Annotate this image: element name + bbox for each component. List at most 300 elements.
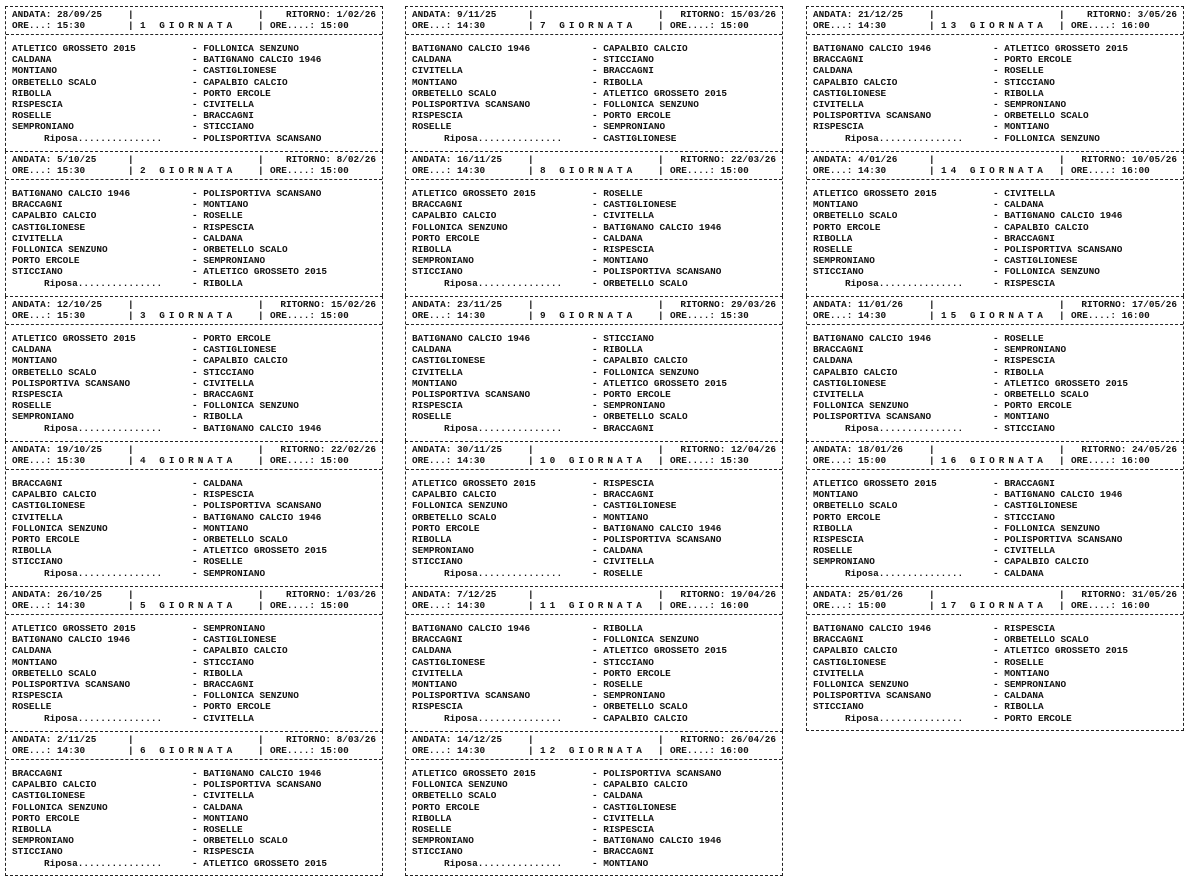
riposa-label: Riposa...............: [845, 422, 964, 434]
match-row: [813, 411, 1177, 422]
ore-andata-value: 14:30: [457, 20, 486, 31]
ore-andata: ORE...: 15:00: [813, 600, 887, 611]
match-list: [12, 43, 376, 144]
match-row: [12, 668, 376, 679]
giornata-title: 6 GIORNATA: [140, 745, 237, 756]
away-team: - CAPALBIO CALCIO: [592, 355, 688, 366]
riposa-label: Riposa...............: [845, 712, 964, 724]
ore-ritorno: ORE....: 15:00: [670, 20, 749, 31]
away-team: - RISPESCIA: [192, 222, 254, 233]
away-team: - BATIGNANO CALCIO 1946: [192, 54, 321, 65]
home-team: BATIGNANO CALCIO 1946: [412, 623, 531, 634]
away-team: - CIVITELLA: [192, 99, 254, 110]
home-team: CAPALBIO CALCIO: [813, 366, 898, 378]
giornata-number: 15: [941, 310, 961, 321]
header-line-times: ORE...: 15:30 | 2 GIORNATA | ORE....: 15:00: [12, 165, 349, 176]
ore-andata-value: 14:30: [457, 745, 486, 756]
home-team: STICCIANO: [813, 701, 864, 713]
header-line-times: ORE...: 14:30 | 7 GIORNATA | ORE....: 15:00: [412, 20, 749, 31]
home-team: CIVITELLA: [412, 65, 463, 77]
giornata-number: 16: [941, 455, 961, 466]
riposa-label: Riposa...............: [44, 132, 163, 144]
ritorno-value: 1/03/26: [336, 589, 376, 600]
ore-andata: ORE...: 14:30: [412, 20, 486, 31]
ritorno-value: 17/05/26: [1131, 299, 1177, 310]
riposa-team: - RISPESCIA: [993, 278, 1055, 289]
away-team: - FOLLONICA SENZUNO: [192, 43, 299, 54]
away-team: - BATIGNANO CALCIO 1946: [192, 768, 321, 779]
away-team: - ROSELLE: [192, 210, 243, 221]
ore-ritorno-value: 16:00: [1121, 20, 1150, 31]
match-row: [12, 255, 376, 266]
match-list: [412, 333, 776, 434]
away-team: - POLISPORTIVA SCANSANO: [192, 779, 321, 790]
home-team: PORTO ERCOLE: [412, 232, 480, 244]
away-team: - POLISPORTIVA SCANSANO: [592, 266, 721, 277]
home-team: ROSELLE: [813, 243, 853, 255]
home-team: STICCIANO: [12, 266, 63, 278]
away-team: - CALDANA: [993, 690, 1044, 701]
away-team: - PORTO ERCOLE: [592, 389, 671, 400]
match-row: [12, 500, 376, 511]
away-team: - ROSELLE: [993, 333, 1044, 344]
ore-andata: ORE...: 14:30: [412, 745, 486, 756]
home-team: ORBETELLO SCALO: [412, 511, 497, 523]
giornata-number: 14: [941, 165, 961, 176]
match-row: [12, 556, 376, 567]
away-team: - CALDANA: [993, 199, 1044, 210]
home-team: ROSELLE: [12, 400, 52, 412]
home-team: RISPESCIA: [813, 533, 864, 545]
away-team: - BRACCAGNI: [592, 846, 654, 857]
ore-andata-value: 15:30: [57, 20, 86, 31]
home-team: FOLLONICA SENZUNO: [412, 779, 508, 791]
round-header: [807, 7, 1183, 35]
home-team: ATLETICO GROSSETO 2015: [412, 478, 536, 489]
ore-ritorno: ORE....: 16:00: [1071, 165, 1150, 176]
andata-value: 4/01/26: [858, 154, 898, 165]
riposa-label: Riposa...............: [444, 712, 563, 724]
round-14: [806, 151, 1184, 296]
header-line-dates: ANDATA: 26/10/25 | | RITORNO: 1/03/26: [12, 589, 376, 600]
riposa-row: [12, 278, 376, 289]
match-row: [12, 846, 376, 857]
ore-andata: ORE...: 14:30: [813, 165, 887, 176]
away-team: - CIVITELLA: [192, 378, 254, 389]
giornata-number: 1: [140, 20, 150, 31]
away-team: - CAPALBIO CALCIO: [592, 779, 688, 790]
away-team: - RIBOLLA: [592, 344, 643, 355]
home-team: RIBOLLA: [412, 812, 452, 824]
riposa-row: [412, 278, 776, 289]
ore-ritorno-value: 15:00: [720, 165, 749, 176]
ritorno-value: 10/05/26: [1131, 154, 1177, 165]
away-team: - RISPESCIA: [192, 846, 254, 857]
away-team: - BRACCAGNI: [993, 233, 1055, 244]
header-line-times: ORE...: 15:30 | 3 GIORNATA | ORE....: 15:00: [12, 310, 349, 321]
giornata-number: 13: [941, 20, 961, 31]
away-team: - SEMPRONIANO: [592, 690, 665, 701]
match-row: [12, 378, 376, 389]
match-row: [12, 411, 376, 422]
ore-andata-value: 15:30: [57, 455, 86, 466]
away-team: - BATIGNANO CALCIO 1946: [993, 489, 1122, 500]
home-team: BATIGNANO CALCIO 1946: [12, 188, 131, 199]
round-header: [406, 297, 782, 325]
match-row: [12, 701, 376, 712]
giornata-title: 9 GIORNATA: [540, 310, 637, 321]
home-team: FOLLONICA SENZUNO: [12, 801, 108, 813]
match-row: [813, 534, 1177, 545]
home-team: CALDANA: [412, 645, 452, 657]
home-team: CASTIGLIONESE: [813, 87, 887, 99]
away-team: - RIBOLLA: [993, 701, 1044, 712]
match-row: [813, 233, 1177, 244]
match-row: [813, 701, 1177, 712]
match-row: [412, 188, 776, 199]
match-row: [12, 210, 376, 221]
match-row: [12, 367, 376, 378]
match-row: [12, 489, 376, 500]
away-team: - SEMPRONIANO: [993, 344, 1066, 355]
home-team: RIBOLLA: [813, 232, 853, 244]
match-list: [412, 478, 776, 579]
home-team: RISPESCIA: [813, 121, 864, 133]
riposa-row: [412, 568, 776, 579]
match-row: [12, 266, 376, 277]
match-row: [12, 690, 376, 701]
match-row: [813, 210, 1177, 221]
ore-ritorno: ORE....: 15:00: [270, 20, 349, 31]
ritorno-date: RITORNO: 1/03/26: [285, 589, 376, 600]
header-line-dates: ANDATA: 4/01/26 | | RITORNO: 10/05/26: [813, 154, 1177, 165]
match-row: [412, 54, 776, 65]
header-line-times: ORE...: 14:30 | 6 GIORNATA | ORE....: 15:00: [12, 745, 349, 756]
home-team: CIVITELLA: [412, 366, 463, 378]
match-row: [412, 233, 776, 244]
ore-ritorno-value: 15:00: [320, 165, 349, 176]
match-row: [12, 802, 376, 813]
match-row: [412, 701, 776, 712]
riposa-row: [12, 568, 376, 579]
home-team: POLISPORTIVA SCANSANO: [412, 388, 531, 400]
match-row: [813, 255, 1177, 266]
ore-andata: ORE...: 15:30: [12, 310, 86, 321]
home-team: ROSELLE: [813, 545, 853, 557]
match-row: [412, 779, 776, 790]
match-row: [12, 344, 376, 355]
ritorno-value: 15/02/26: [330, 299, 376, 310]
home-team: CIVITELLA: [813, 98, 864, 110]
match-row: [813, 634, 1177, 645]
away-team: - CAPALBIO CALCIO: [993, 222, 1089, 233]
round-header: [6, 297, 382, 325]
ore-andata-value: 14:30: [457, 600, 486, 611]
andata-value: 26/10/25: [57, 589, 103, 600]
header-line-dates: ANDATA: 23/11/25 | | RITORNO: 29/03/26: [412, 299, 776, 310]
away-team: - CAPALBIO CALCIO: [592, 43, 688, 54]
round-2: [5, 151, 383, 296]
home-team: BRACCAGNI: [813, 54, 864, 66]
match-row: [12, 813, 376, 824]
home-team: CALDANA: [813, 355, 853, 367]
match-row: [12, 389, 376, 400]
match-row: [412, 768, 776, 779]
riposa-row: [813, 568, 1177, 579]
home-team: CALDANA: [12, 54, 52, 66]
match-row: [412, 512, 776, 523]
match-row: [813, 222, 1177, 233]
match-row: [12, 545, 376, 556]
away-team: - ROSELLE: [192, 824, 243, 835]
round-4: [5, 441, 383, 586]
home-team: BATIGNANO CALCIO 1946: [12, 634, 131, 646]
riposa-team: - BATIGNANO CALCIO 1946: [192, 423, 321, 434]
match-row: [813, 623, 1177, 634]
ore-andata: ORE...: 15:30: [12, 455, 86, 466]
andata-date: ANDATA: 26/10/25: [12, 589, 103, 600]
round-header: [6, 732, 382, 760]
giornata-title: 5 GIORNATA: [140, 600, 237, 611]
away-team: - CAPALBIO CALCIO: [192, 355, 288, 366]
header-line-dates: ANDATA: 12/10/25 | | RITORNO: 15/02/26: [12, 299, 376, 310]
home-team: CIVITELLA: [12, 232, 63, 244]
match-list: [813, 333, 1177, 434]
riposa-label: Riposa...............: [44, 422, 163, 434]
home-team: CAPALBIO CALCIO: [813, 645, 898, 657]
ore-ritorno: ORE....: 16:00: [670, 600, 749, 611]
home-team: CALDANA: [12, 344, 52, 356]
match-row: [412, 210, 776, 221]
home-team: CAPALBIO CALCIO: [813, 76, 898, 88]
match-row: [412, 400, 776, 411]
match-row: [12, 121, 376, 132]
match-row: [12, 233, 376, 244]
match-row: [12, 99, 376, 110]
away-team: - PORTO ERCOLE: [192, 701, 271, 712]
home-team: MONTIANO: [12, 656, 58, 668]
riposa-label: Riposa...............: [845, 277, 964, 289]
andata-date: ANDATA: 2/11/25: [12, 734, 97, 745]
match-row: [12, 835, 376, 846]
away-team: - RIBOLLA: [993, 367, 1044, 378]
home-team: CALDANA: [813, 65, 853, 77]
header-line-dates: ANDATA: 30/11/25 | | RITORNO: 12/04/26: [412, 444, 776, 455]
ritorno-date: RITORNO: 19/04/26: [680, 589, 776, 600]
away-team: - STICCIANO: [192, 121, 254, 132]
match-list: [813, 623, 1177, 724]
ore-andata: ORE...: 14:30: [813, 310, 887, 321]
ore-ritorno-value: 15:00: [720, 20, 749, 31]
riposa-team: - ROSELLE: [592, 568, 643, 579]
home-team: STICCIANO: [12, 846, 63, 858]
away-team: - STICCIANO: [192, 657, 254, 668]
home-team: CASTIGLIONESE: [412, 355, 486, 367]
home-team: ROSELLE: [412, 121, 452, 133]
away-team: - CASTIGLIONESE: [192, 344, 276, 355]
away-team: - ATLETICO GROSSETO 2015: [192, 545, 327, 556]
home-team: BATIGNANO CALCIO 1946: [813, 43, 932, 54]
giornata-title: 11 GIORNATA: [540, 600, 646, 611]
andata-value: 23/11/25: [457, 299, 503, 310]
away-team: - CAPALBIO CALCIO: [192, 645, 288, 656]
away-team: - FOLLONICA SENZUNO: [592, 367, 699, 378]
header-line-times: ORE...: 15:00 | 16 GIORNATA | ORE....: 16:00: [813, 455, 1150, 466]
match-row: [12, 355, 376, 366]
header-line-times: ORE...: 14:30 | 11 GIORNATA | ORE....: 16:00: [412, 600, 749, 611]
home-team: MONTIANO: [412, 678, 458, 690]
ritorno-value: 1/02/26: [336, 9, 376, 20]
match-row: [813, 188, 1177, 199]
away-team: - ROSELLE: [993, 65, 1044, 76]
home-team: STICCIANO: [412, 846, 463, 858]
match-row: [412, 790, 776, 801]
match-row: [412, 523, 776, 534]
away-team: - CIVITELLA: [993, 188, 1055, 199]
home-team: ATLETICO GROSSETO 2015: [12, 623, 136, 634]
away-team: - STICCIANO: [993, 512, 1055, 523]
away-team: - BATIGNANO CALCIO 1946: [592, 222, 721, 233]
match-row: [813, 478, 1177, 489]
home-team: BATIGNANO CALCIO 1946: [412, 43, 531, 54]
andata-value: 12/10/25: [57, 299, 103, 310]
match-row: [813, 378, 1177, 389]
round-header: [406, 152, 782, 180]
away-team: - ATLETICO GROSSETO 2015: [592, 88, 727, 99]
match-row: [813, 244, 1177, 255]
away-team: - MONTIANO: [993, 121, 1049, 132]
riposa-label: Riposa...............: [44, 567, 163, 579]
match-row: [412, 255, 776, 266]
andata-date: ANDATA: 9/11/25: [412, 9, 497, 20]
round-7: [405, 6, 783, 151]
home-team: FOLLONICA SENZUNO: [12, 243, 108, 255]
away-team: - PORTO ERCOLE: [192, 88, 271, 99]
ritorno-value: 19/04/26: [730, 589, 776, 600]
ore-ritorno-value: 15:00: [320, 455, 349, 466]
away-team: - PORTO ERCOLE: [592, 110, 671, 121]
match-row: [813, 489, 1177, 500]
match-list: [412, 768, 776, 869]
ritorno-date: RITORNO: 15/02/26: [280, 299, 376, 310]
header-line-times: ORE...: 14:30 | 9 GIORNATA | ORE....: 15:30: [412, 310, 749, 321]
home-team: RISPESCIA: [412, 110, 463, 122]
home-team: ORBETELLO SCALO: [412, 790, 497, 802]
header-line-dates: ANDATA: 5/10/25 | | RITORNO: 8/02/26: [12, 154, 376, 165]
home-team: CIVITELLA: [813, 388, 864, 400]
home-team: BRACCAGNI: [412, 634, 463, 646]
home-team: POLISPORTIVA SCANSANO: [412, 690, 531, 702]
ritorno-value: 12/04/26: [730, 444, 776, 455]
round-header: [406, 7, 782, 35]
match-row: [12, 645, 376, 656]
column-2: [405, 6, 783, 876]
home-team: MONTIANO: [813, 199, 859, 211]
andata-value: 25/01/26: [858, 589, 904, 600]
match-row: [12, 657, 376, 668]
away-team: - CASTIGLIONESE: [592, 802, 676, 813]
home-team: CIVITELLA: [412, 667, 463, 679]
home-team: BATIGNANO CALCIO 1946: [813, 333, 932, 344]
away-team: - RISPESCIA: [592, 478, 654, 489]
home-team: ORBETELLO SCALO: [813, 500, 898, 512]
away-team: - PORTO ERCOLE: [993, 54, 1072, 65]
away-team: - ATLETICO GROSSETO 2015: [192, 266, 327, 277]
home-team: RIBOLLA: [412, 533, 452, 545]
home-team: RISPESCIA: [412, 400, 463, 412]
away-team: - BRACCAGNI: [592, 65, 654, 76]
match-row: [412, 668, 776, 679]
andata-value: 18/01/26: [858, 444, 904, 455]
match-row: [12, 188, 376, 199]
riposa-team: - CIVITELLA: [192, 713, 254, 724]
away-team: - BRACCAGNI: [192, 389, 254, 400]
home-team: SEMPRONIANO: [12, 121, 74, 133]
andata-value: 14/12/25: [457, 734, 503, 745]
away-team: - ATLETICO GROSSETO 2015: [993, 645, 1128, 656]
ore-ritorno-value: 15:00: [320, 20, 349, 31]
home-team: MONTIANO: [813, 489, 859, 501]
giornata-title: 15 GIORNATA: [941, 310, 1047, 321]
match-list: [412, 43, 776, 144]
riposa-team: - CALDANA: [993, 568, 1044, 579]
header-line-dates: ANDATA: 18/01/26 | | RITORNO: 24/05/26: [813, 444, 1177, 455]
away-team: - BATIGNANO CALCIO 1946: [592, 835, 721, 846]
away-team: - STICCIANO: [192, 367, 254, 378]
match-row: [412, 244, 776, 255]
round-header: [807, 152, 1183, 180]
match-row: [412, 333, 776, 344]
ore-andata-value: 15:00: [858, 600, 887, 611]
match-list: [12, 768, 376, 869]
match-row: [813, 545, 1177, 556]
away-team: - SEMPRONIANO: [993, 99, 1066, 110]
header-line-dates: ANDATA: 14/12/25 | | RITORNO: 26/04/26: [412, 734, 776, 745]
home-team: ATLETICO GROSSETO 2015: [412, 188, 536, 199]
home-team: ORBETELLO SCALO: [12, 366, 97, 378]
home-team: STICCIANO: [412, 266, 463, 278]
home-team: CALDANA: [412, 344, 452, 356]
away-team: - RIBOLLA: [192, 668, 243, 679]
home-team: STICCIANO: [412, 556, 463, 568]
match-row: [813, 657, 1177, 668]
away-team: - SEMPRONIANO: [192, 623, 265, 634]
away-team: - CAPALBIO CALCIO: [192, 77, 288, 88]
giornata-number: 5: [140, 600, 150, 611]
ritorno-date: RITORNO: 22/02/26: [280, 444, 376, 455]
home-team: MONTIANO: [12, 65, 58, 77]
ore-andata-value: 14:30: [858, 310, 887, 321]
andata-date: ANDATA: 30/11/25: [412, 444, 503, 455]
round-header: [807, 587, 1183, 615]
ritorno-value: 29/03/26: [730, 299, 776, 310]
home-team: ATLETICO GROSSETO 2015: [412, 768, 536, 779]
away-team: - POLISPORTIVA SCANSANO: [993, 534, 1122, 545]
ritorno-date: RITORNO: 15/03/26: [680, 9, 776, 20]
match-row: [412, 199, 776, 210]
header-line-times: ORE...: 14:30 | 14 GIORNATA | ORE....: 16:00: [813, 165, 1150, 176]
home-team: ATLETICO GROSSETO 2015: [813, 478, 937, 489]
home-team: ROSELLE: [412, 411, 452, 423]
ore-ritorno: ORE....: 15:00: [270, 455, 349, 466]
match-row: [813, 333, 1177, 344]
home-team: MONTIANO: [412, 377, 458, 389]
away-team: - FOLLONICA SENZUNO: [192, 690, 299, 701]
match-list: [813, 188, 1177, 289]
andata-date: ANDATA: 12/10/25: [12, 299, 103, 310]
away-team: - STICCIANO: [592, 657, 654, 668]
andata-date: ANDATA: 23/11/25: [412, 299, 503, 310]
